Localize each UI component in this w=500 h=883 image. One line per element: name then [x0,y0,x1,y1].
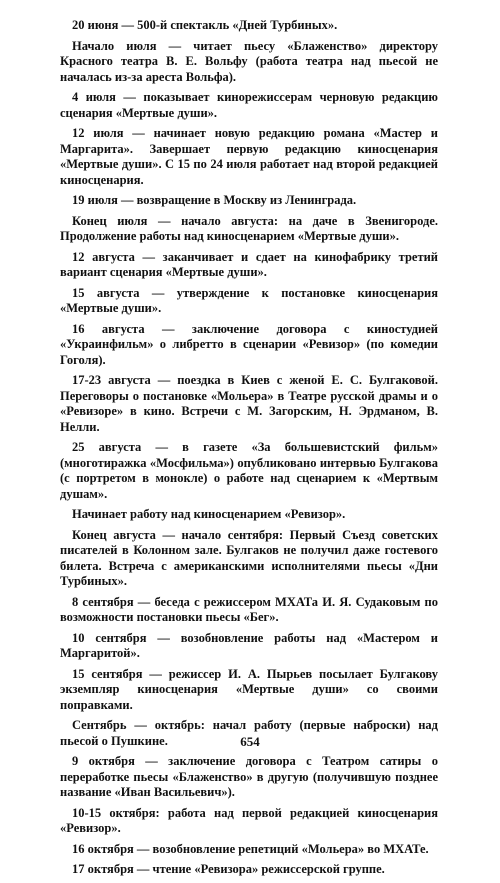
chronology-entry: 15 августа — утверждение к постановке киносценария «Мертвые души». [60,285,438,315]
chronology-entry: 20 июня — 500-й спектакль «Дней Турбиных». [72,18,338,32]
chronology-entry: 17-23 августа — поездка в Киев с женой Е. С. Булгаковой. Переговоры о постановке «Мольера» в Театре русской драмы и о «Ревизоре» в кино. Встречи с М. Загорским, Н. Эрдманом, В. Нелли. [60,373,438,434]
chronology-entry: 12 июля — начинает новую редакцию романа «Мастер и Маргарита». Завершает первую редакцию киносценария «Мертвые души». С 15 по 24 июля работает над второй редакцией киносценария. [60,126,438,187]
chronology-entry: 25 августа — в газете «За большевистский фильм» (многотиражка «Мосфильма») опубликовано интервью Булгакова (с портретом в монокле) о работе над сценарием к «Мертвым душам». [60,440,438,501]
chronology-entry: Начинает работу над киносценарием «Ревизор». [72,507,346,521]
chronology-entry: Сентябрь — октябрь: начал работу (первые наброски) над пьесой о Пушкине. [60,718,438,748]
chronology-entry: 19 июля — возвращение в Москву из Ленинграда. [72,193,357,207]
chronology-text [60,18,438,883]
page-number: 654 [240,734,260,749]
chronology-entry: 16 августа — заключение договора с киностудией «Украинфильм» о либретто в сценарии «Ревизор» (по комедии Гоголя). [60,321,438,367]
chronology-entry: 8 сентября — беседа с режиссером МХАТа И. Я. Судаковым по возможности постановки пьесы «Бег». [60,594,438,624]
chronology-entry: 17 октября — чтение «Ревизора» режиссерской группе. [72,862,385,876]
chronology-entry: 4 июля — показывает кинорежиссерам черновую редакцию сценария «Мертвые души». [60,90,438,120]
chronology-entry: 16 октября — возобновление репетиций «Мольера» во МХАТе. [72,841,429,856]
chronology-entry: 12 августа — заканчивает и сдает на кинофабрику третий вариант сценария «Мертвые души». [60,249,438,279]
chronology-entry: 15 сентября — режиссер И. А. Пырьев посылает Булгакову экземпляр киносценария «Мертвые души» со своими поправками. [60,666,438,712]
chronology-entry: 9 октября — заключение договора с Театром сатиры о переработке пьесы «Блаженство» в другую (получившую позднее название «Иван Васильевич»). [60,754,438,799]
chronology-entry: 10 сентября — возобновление работы над «Мастером и Маргаритой». [60,630,438,660]
chronology-entry: 10-15 октября: работа над первой редакцией киносценария «Ревизор». [60,805,438,835]
chronology-entry: Начало июля — читает пьесу «Блаженство» директору Красного театра В. Е. Вольфу (работа театра над пьесой не началась из-за ареста Вольфа). [60,38,438,84]
chronology-entry: Конец августа — начало сентября: Первый Съезд советских писателей в Колонном зале. Булгаков не получил даже гостевого билета. Встреча с американскими исполнителями пьесы «Дни Турбиных». [60,527,438,588]
chronology-entry: Конец июля — начало августа: на даче в Звенигороде. Продолжение работы над киносценарием «Мертвые души». [60,213,438,243]
